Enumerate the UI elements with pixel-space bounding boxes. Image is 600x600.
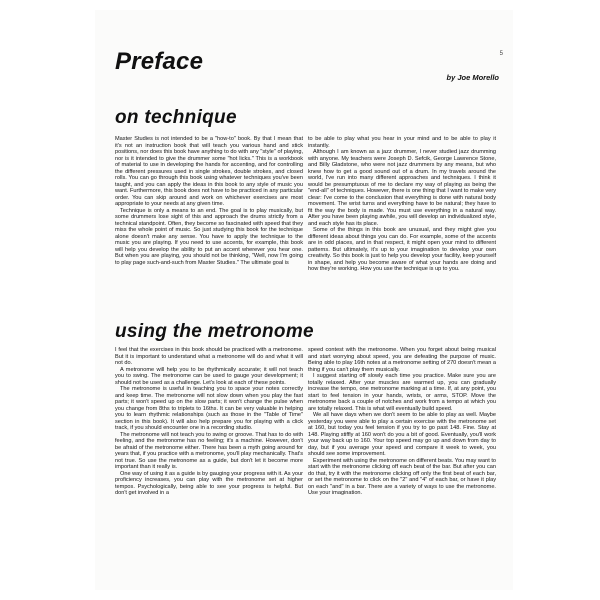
paragraph: Master Studies is not intended to be a "how-to" book. By that I mean that it's not an instruction book that will teach you various hand and stick positions, nor does this book have anything to do with any "style" of playing, nor is it intended to give the drummer some "hot licks." This is a workbook of material to use in developing the hands for accenting, and for controlling the different pressures used in single strokes, double strokes, and closed rolls. You can go through this book using whatever techniques you've been taught, and you can apply the ideas in this book to any style of music you want. Furthermore, this book does not have to be practiced in any particular order. You can skip around and work on whichever exercises are most appropriate to your needs at any given time. xyxy=(115,136,303,207)
page-number: 5 xyxy=(499,51,503,57)
metronome-heading: using the metronome xyxy=(115,321,314,342)
page-title: Preface xyxy=(115,48,204,75)
author-byline: by Joe Morello xyxy=(446,73,499,82)
paragraph: Experiment with using the metronome on different beats. You may want to start with the metronome clicking off each beat of the bar. But after you can do that, try it with the metronome clicking off only the first beat of each bar, or set the metronome to click on the "2" and "4" of each bar, or have it play on each "and" in a bar. There are a variety of ways to use the metronome. Use your imagination. xyxy=(308,457,496,496)
paragraph: One way of using it as a guide is by gauging your progress with it. As your proficiency increases, you can play with the metronome set at higher tempos. Psychologically, being able to see your progress is helpful. But don't get involved in a xyxy=(115,470,303,496)
paragraph: to be able to play what you hear in your mind and to be able to play it instantly. xyxy=(308,136,496,149)
technique-heading: on technique xyxy=(115,107,237,128)
technique-column-right xyxy=(308,136,496,273)
paragraph: speed contest with the metronome. When you forget about being musical and start worrying about speed, you are defeating the purpose of music. Being able to play 16th notes at a metronome setting of 270 doesn't mean a thing if you can't play them musically. xyxy=(308,347,496,373)
paragraph: The metronome is useful in teaching you to space your notes correctly and keep time. The metronome will not slow down when you play the fast parts; it won't speed up on the slow parts; it won't change the pulse when you change from 8ths to triplets to 16ths. It can be very valuable in helping you to learn rhythmic relationships (such as those in the "Table of Time" section in this book). It will also help prepare you for playing with a click track, if you should encounter one in a recording studio. xyxy=(115,386,303,431)
paragraph: Technique is only a means to an end. The goal is to play musically, but some drummers lose sight of this and approach the drums strictly from a technical standpoint. Often, they become so fascinated with speed that they miss the whole point of music. So just studying this book for the technique alone doesn't make any sense. You have to apply the technique to the music you are playing. If you need to use accents, for example, this book will help you develop the ability to put an accent wherever you hear one. But when you are playing, you should not be thinking, "Well, now I'm going to play page such-and-such from Master Studies." The ultimate goal is xyxy=(115,207,303,266)
paragraph: A metronome will help you to be rhythmically accurate; it will not teach you to swing. The metronome can be used to gauge your development; it should not be used as a challenge. Let's look at each of these points. xyxy=(115,366,303,386)
paragraph: Although I am known as a jazz drummer, I never studied jazz drumming with anyone. My teachers were Joseph D. Sefcik, George Lawrence Stone, and Billy Gladstone, who were not jazz drummers by any means, but who knew how to get a good sound out of a drum. In my travels around the world, I've run into many different approaches and techniques. I think it would be presumptuous of me to declare my way of playing as being the "end-all" of techniques. However, there is one thing that I want to make very clear: I've come to the conclusion that everything is done with natural body movement. The wrist turns and everything have to be natural; they have to fit the way the body is made. You must use everything in a natural way. After you have been playing awhile, you will develop an individualized style, and each style has its place. xyxy=(308,149,496,227)
metronome-column-left xyxy=(115,347,303,497)
metronome-column-right xyxy=(308,347,496,497)
technique-column-left xyxy=(115,136,303,266)
paragraph: We all have days when we don't seem to be able to play as well. Maybe yesterday you were able to play a certain exercise with the metronome set at 160, but today you feel tension if you try to go past 148. Fine. Stay at 148. Playing stiffly at 160 won't do you a bit of good. Eventually, you'll work your way back up to 160. Your top speed may go up and down from day to day, but if you average your speed and compare it week to week, you should see some improvement. xyxy=(308,412,496,457)
paragraph: The metronome will not teach you to swing or groove. That has to do with feeling, and the metronome has no feeling; it's a machine. However, don't be afraid of the metronome either. There has been a myth going around for years that, if you practice with a metronome, you'll play mechanically. That's not true. So use the metronome as a guide, but don't let it become more important than it really is. xyxy=(115,431,303,470)
paragraph: I feel that the exercises in this book should be practiced with a metronome. But it is important to understand what a metronome will do and what it will not do. xyxy=(115,347,303,366)
paragraph: Some of the things in this book are unusual, and they might give you different ideas about things you can do. For example, some of the accents are in odd places, and in that respect, it might open your mind to different patterns. But ultimately, it's up to your imagination to develop your own creativity. So this book is just to help you develop your facility, keep yourself in shape, and help you become aware of what your hands are doing and how they're working. How you use the technique is up to you. xyxy=(308,227,496,272)
book-page xyxy=(95,10,513,590)
paragraph: I suggest starting off slowly each time you practice. Make sure you are totally relaxed. After your muscles are warmed up, you can gradually increase the tempo, one metronome marking at a time. If, at any point, you start to feel tension in your hands, wrists, or arms, STOP. Move the metronome back a couple of notches and work from a tempo at which you are totally relaxed. This is what will eventually build speed. xyxy=(308,373,496,412)
